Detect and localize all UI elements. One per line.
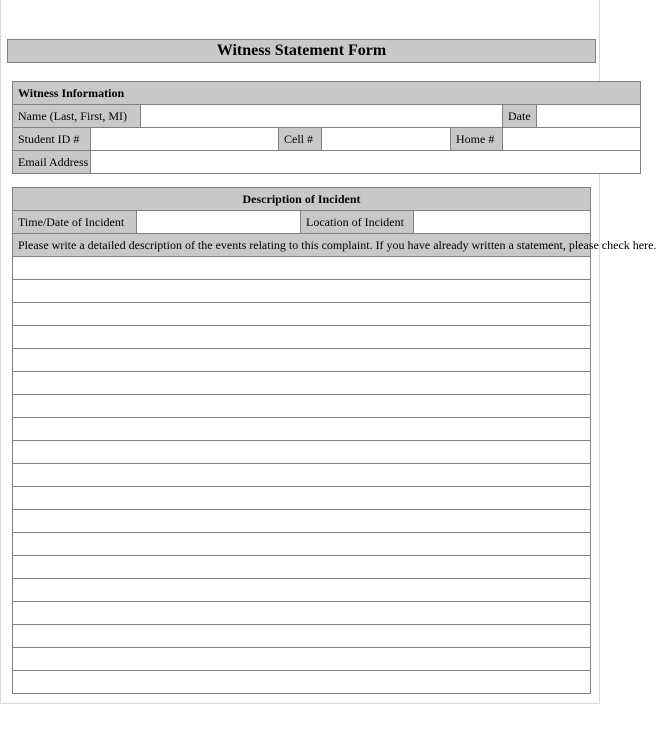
- email-label: Email Address: [13, 151, 91, 174]
- description-line[interactable]: [13, 602, 591, 625]
- description-line[interactable]: [13, 648, 591, 671]
- incident-description-heading: Description of Incident: [13, 188, 591, 211]
- description-line[interactable]: [13, 510, 591, 533]
- description-line[interactable]: [13, 280, 591, 303]
- description-line[interactable]: [13, 372, 591, 395]
- description-line[interactable]: [13, 257, 591, 280]
- witness-information-table: [12, 81, 641, 174]
- description-line[interactable]: [13, 349, 591, 372]
- student-id-field[interactable]: [91, 128, 279, 151]
- location-field[interactable]: [414, 211, 591, 234]
- student-id-label: Student ID #: [13, 128, 91, 151]
- form-title: Witness Statement Form: [7, 39, 596, 63]
- home-label: Home #: [451, 128, 503, 151]
- email-field[interactable]: [91, 151, 641, 174]
- description-line[interactable]: [13, 625, 591, 648]
- home-field[interactable]: [503, 128, 641, 151]
- description-line[interactable]: [13, 441, 591, 464]
- date-field[interactable]: [537, 105, 641, 128]
- name-field[interactable]: [141, 105, 503, 128]
- description-line[interactable]: [13, 487, 591, 510]
- description-line[interactable]: [13, 671, 591, 694]
- description-line[interactable]: [13, 326, 591, 349]
- description-instructions: Please write a detailed description of the events relating to this complaint. If you have already written a statement, please check here.: [13, 234, 591, 257]
- description-line[interactable]: [13, 556, 591, 579]
- description-line[interactable]: [13, 418, 591, 441]
- description-line[interactable]: [13, 303, 591, 326]
- description-line[interactable]: [13, 579, 591, 602]
- name-label: Name (Last, First, MI): [13, 105, 141, 128]
- cell-field[interactable]: [322, 128, 451, 151]
- time-date-label: Time/Date of Incident: [13, 211, 137, 234]
- description-lines[interactable]: [13, 257, 591, 694]
- incident-description-table: [12, 187, 656, 694]
- time-date-field[interactable]: [137, 211, 301, 234]
- page-bottom-margin: [0, 703, 600, 731]
- location-label: Location of Incident: [301, 211, 414, 234]
- description-line[interactable]: [13, 395, 591, 418]
- description-line[interactable]: [13, 464, 591, 487]
- description-line[interactable]: [13, 533, 591, 556]
- cell-label: Cell #: [279, 128, 322, 151]
- witness-information-heading: Witness Information: [13, 82, 641, 105]
- date-label: Date: [503, 105, 537, 128]
